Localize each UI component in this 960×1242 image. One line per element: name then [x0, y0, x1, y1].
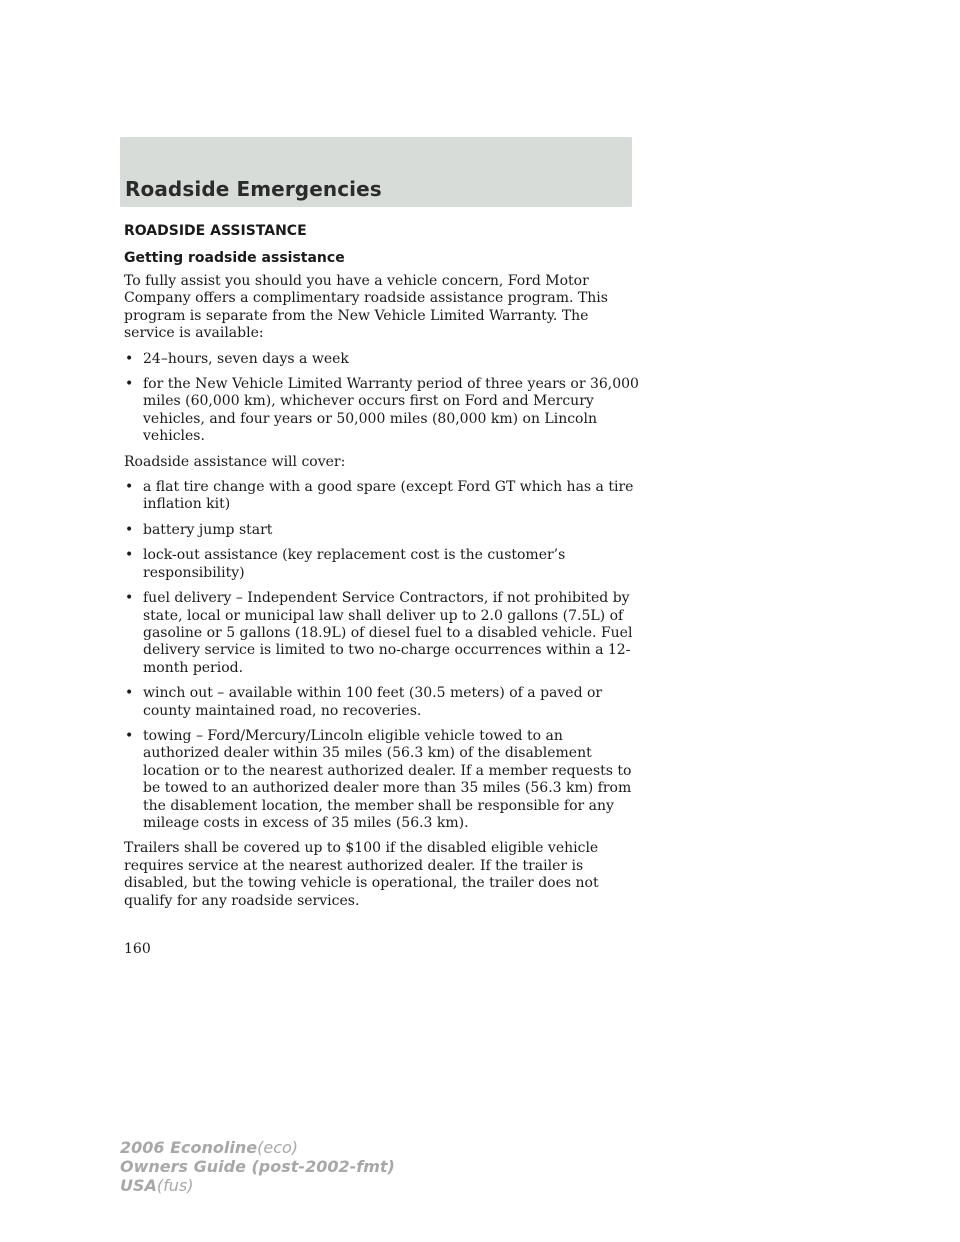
coverage-item-text: a flat tire change with a good spare (except Ford GT which has a tire inflation kit) — [143, 479, 634, 513]
footer-model: 2006 Econoline — [120, 1138, 258, 1157]
coverage-item — [124, 590, 639, 677]
bullet-icon: • — [125, 376, 134, 393]
availability-item-text: 24–hours, seven days a week — [143, 350, 349, 367]
bullet-icon: • — [125, 727, 134, 744]
coverage-item — [124, 547, 639, 582]
coverage-intro: Roadside assistance will cover: — [124, 453, 346, 470]
coverage-list — [124, 479, 639, 832]
footer-line-market — [120, 1176, 395, 1195]
availability-item-text: for the New Vehicle Limited Warranty period of three years or 36,000 miles (60,000 km), whichever occurs first on Ford and Mercury vehicles, and four years or 50,000 miles (80,000 km) on Lincoln vehicles. — [143, 376, 639, 445]
bullet-icon: • — [125, 547, 134, 564]
coverage-item — [124, 522, 639, 539]
availability-item — [124, 376, 639, 446]
trailers-paragraph: Trailers shall be covered up to $100 if the disabled eligible vehicle requires service at the nearest authorized dealer. If the trailer is disabled, but the towing vehicle is operational, the trailer does not qualify for any roadside services. — [124, 840, 599, 909]
coverage-item-text: towing – Ford/Mercury/Lincoln eligible vehicle towed to an authorized dealer within 35 miles (56.3 km) of the disablement location or to the nearest authorized dealer. If a member requests to be towed to an authorized dealer more than 35 miles (56.3 km) from the disablement location, the member shall be responsible for any mileage costs in excess of 35 miles (56.3 km). — [143, 727, 632, 831]
availability-item — [124, 351, 639, 368]
section-title: ROADSIDE ASSISTANCE — [124, 223, 307, 239]
document-footer — [120, 1138, 395, 1195]
coverage-item-text: lock-out assistance (key replacement cost is the customer’s responsibility) — [143, 547, 566, 581]
coverage-item-text: fuel delivery – Independent Service Contractors, if not prohibited by state, local or municipal law shall deliver up to 2.0 gallons (7.5L) of gasoline or 5 gallons (18.9L) of diesel fuel to a disabled vehicle. Fuel delivery service is limited to two no-charge occurrences within a 12-month period. — [143, 590, 633, 676]
section-header-band — [120, 137, 632, 207]
footer-line-model — [120, 1138, 395, 1157]
bullet-icon: • — [125, 521, 134, 538]
bullet-icon: • — [125, 350, 134, 367]
coverage-item-text: battery jump start — [143, 521, 273, 538]
footer-market: USA — [120, 1176, 157, 1195]
subsection-title: Getting roadside assistance — [124, 250, 345, 266]
intro-paragraph: To fully assist you should you have a vehicle concern, Ford Motor Company offers a complimentary roadside assistance program. This program is separate from the New Vehicle Limited Warranty. The service is available: — [124, 273, 608, 342]
coverage-item-text: winch out – available within 100 feet (30.5 meters) of a paved or county maintained road, no recoveries. — [143, 685, 603, 719]
footer-market-code: (fus) — [156, 1176, 194, 1195]
availability-list — [124, 351, 639, 446]
footer-guide: Owners Guide (post-2002-fmt) — [120, 1157, 395, 1176]
section-header-title: Roadside Emergencies — [125, 177, 382, 201]
coverage-item — [124, 685, 639, 720]
coverage-item — [124, 728, 639, 832]
footer-model-code: (eco) — [257, 1138, 299, 1157]
bullet-icon: • — [125, 590, 134, 607]
page-content — [124, 222, 639, 918]
bullet-icon: • — [125, 479, 134, 496]
page-number: 160 — [124, 941, 151, 957]
bullet-icon: • — [125, 685, 134, 702]
coverage-item — [124, 479, 639, 514]
